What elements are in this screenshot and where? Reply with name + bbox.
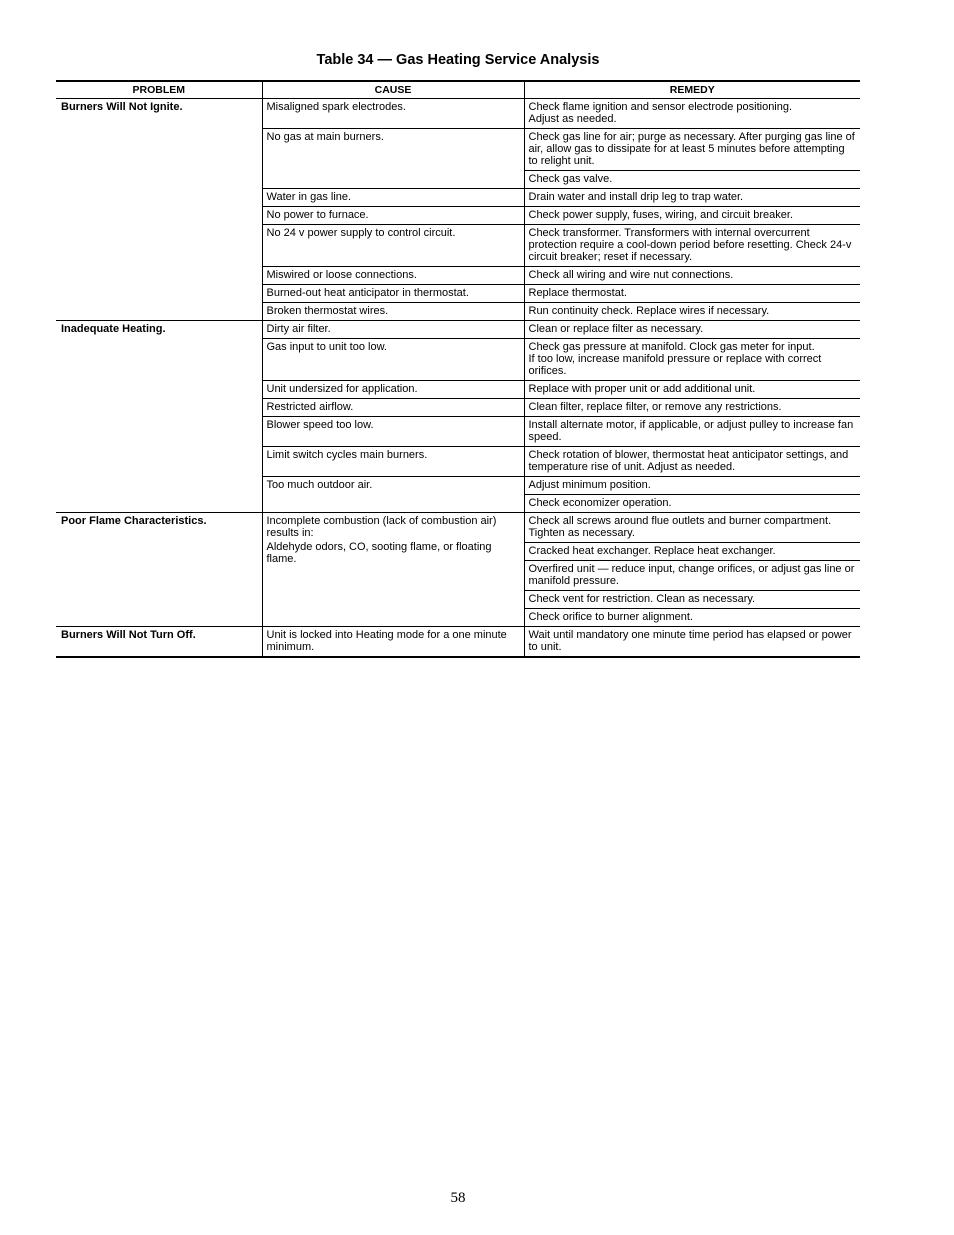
cause-cell	[262, 321, 524, 339]
cause-cell	[262, 627, 524, 658]
cause-cell	[262, 477, 524, 513]
remedy-text: Check all wiring and wire nut connections.	[528, 269, 734, 281]
remedy-cell	[524, 543, 860, 561]
cause-text: Gas input to unit too low.	[266, 341, 387, 353]
remedy-text: Check rotation of blower, thermostat heat anticipator settings, and temperature rise of unit. Adjust as needed.	[528, 449, 849, 473]
remedy-cell	[524, 447, 860, 477]
table-row	[56, 99, 860, 129]
cause-text: Miswired or loose connections.	[266, 269, 417, 281]
cause-cell	[262, 303, 524, 321]
remedy-text: Clean or replace filter as necessary.	[528, 323, 704, 335]
remedy-cell	[524, 189, 860, 207]
cause-text: Restricted airflow.	[266, 401, 354, 413]
remedy-text: Cracked heat exchanger. Replace heat exchanger.	[528, 545, 776, 557]
remedy-cell	[524, 267, 860, 285]
cause-text: No power to furnace.	[266, 209, 369, 221]
cause-cell	[262, 513, 524, 627]
table-row	[56, 627, 860, 658]
remedy-text: If too low, increase manifold pressure or replace with correct orifices.	[528, 353, 822, 377]
page-number: 58	[450, 1190, 466, 1206]
cause-text: Unit is locked into Heating mode for a one minute minimum.	[266, 629, 507, 653]
cause-text: Misaligned spark electrodes.	[266, 101, 406, 113]
problem-cell: Burners Will Not Ignite.	[56, 99, 262, 321]
remedy-cell	[524, 303, 860, 321]
remedy-cell	[524, 225, 860, 267]
remedy-cell	[524, 399, 860, 417]
table-title: Table 34 — Gas Heating Service Analysis	[316, 52, 600, 68]
remedy-text: Run continuity check. Replace wires if necessary.	[528, 305, 770, 317]
remedy-text: Check gas valve.	[528, 173, 613, 185]
remedy-cell	[524, 495, 860, 513]
remedy-cell	[524, 285, 860, 303]
remedy-text: Check gas line for air; purge as necessary. After purging gas line of air, allow gas to dissipate for at least 5 minutes before attempting to relight unit.	[528, 131, 855, 167]
remedy-cell	[524, 207, 860, 225]
remedy-text: Check economizer operation.	[528, 497, 672, 509]
cause-cell	[262, 417, 524, 447]
remedy-cell	[524, 129, 860, 171]
remedy-cell	[524, 417, 860, 447]
remedy-text: Replace with proper unit or add additional unit.	[528, 383, 756, 395]
cause-text: Unit undersized for application.	[266, 383, 418, 395]
cause-cell	[262, 129, 524, 189]
remedy-text: Clean filter, replace filter, or remove any restrictions.	[528, 401, 782, 413]
remedy-cell	[524, 591, 860, 609]
cause-cell	[262, 207, 524, 225]
table-body	[56, 99, 860, 658]
remedy-text: Check flame ignition and sensor electrode positioning.	[528, 101, 793, 113]
remedy-cell	[524, 513, 860, 543]
remedy-text: Overfired unit — reduce input, change orifices, or adjust gas line or manifold pressure.	[528, 563, 855, 587]
remedy-text: Wait until mandatory one minute time period has elapsed or power to unit.	[528, 629, 852, 653]
cause-text: Too much outdoor air.	[266, 479, 373, 491]
problem-cell: Burners Will Not Turn Off.	[56, 627, 262, 658]
cause-cell	[262, 285, 524, 303]
problem-cell: Inadequate Heating.	[56, 321, 262, 513]
remedy-cell	[524, 477, 860, 495]
remedy-cell	[524, 171, 860, 189]
remedy-text: Check orifice to burner alignment.	[528, 611, 693, 623]
remedy-text: Check gas pressure at manifold. Clock gas meter for input.	[528, 341, 815, 353]
cause-cell	[262, 339, 524, 381]
cause-cell	[262, 381, 524, 399]
cause-text: Incomplete combustion (lack of combustion air) results in:	[266, 515, 497, 539]
remedy-cell	[524, 561, 860, 591]
column-header-cause: CAUSE	[262, 81, 524, 99]
cause-text: Limit switch cycles main burners.	[266, 449, 428, 461]
column-header-remedy: REMEDY	[524, 81, 860, 99]
remedy-cell	[524, 381, 860, 399]
cause-cell	[262, 99, 524, 129]
remedy-text: Check transformer. Transformers with internal overcurrent protection require a cool-down period before resetting. Check 24-v circuit breaker; reset if necessary.	[528, 227, 852, 263]
problem-cell: Poor Flame Characteristics.	[56, 513, 262, 627]
cause-cell	[262, 225, 524, 267]
remedy-cell	[524, 609, 860, 627]
cause-cell	[262, 447, 524, 477]
remedy-text: Check vent for restriction. Clean as necessary.	[528, 593, 756, 605]
cause-text: No gas at main burners.	[266, 131, 384, 143]
remedy-text: Check all screws around flue outlets and burner compartment. Tighten as necessary.	[528, 515, 832, 539]
remedy-cell	[524, 99, 860, 129]
table-header-row	[56, 81, 860, 99]
cause-cell	[262, 267, 524, 285]
cause-text: Burned-out heat anticipator in thermostat.	[266, 287, 469, 299]
remedy-text: Adjust minimum position.	[528, 479, 651, 491]
service-analysis-table	[56, 80, 860, 658]
cause-text: Blower speed too low.	[266, 419, 374, 431]
remedy-text: Replace thermostat.	[528, 287, 627, 299]
cause-text: No 24 v power supply to control circuit.	[266, 227, 456, 239]
remedy-text: Check power supply, fuses, wiring, and circuit breaker.	[528, 209, 794, 221]
remedy-cell	[524, 339, 860, 381]
remedy-cell	[524, 627, 860, 658]
cause-cell	[262, 189, 524, 207]
cause-cell	[262, 399, 524, 417]
table-row	[56, 513, 860, 543]
remedy-cell	[524, 321, 860, 339]
remedy-text: Adjust as needed.	[528, 113, 617, 125]
cause-text: Dirty air filter.	[266, 323, 331, 335]
remedy-text: Drain water and install drip leg to trap water.	[528, 191, 744, 203]
cause-text: Aldehyde odors, CO, sooting flame, or floating flame.	[266, 541, 492, 565]
remedy-text: Install alternate motor, if applicable, or adjust pulley to increase fan speed.	[528, 419, 854, 443]
cause-text: Broken thermostat wires.	[266, 305, 389, 317]
column-header-problem: PROBLEM	[56, 81, 262, 99]
cause-text: Water in gas line.	[266, 191, 352, 203]
table-row	[56, 321, 860, 339]
